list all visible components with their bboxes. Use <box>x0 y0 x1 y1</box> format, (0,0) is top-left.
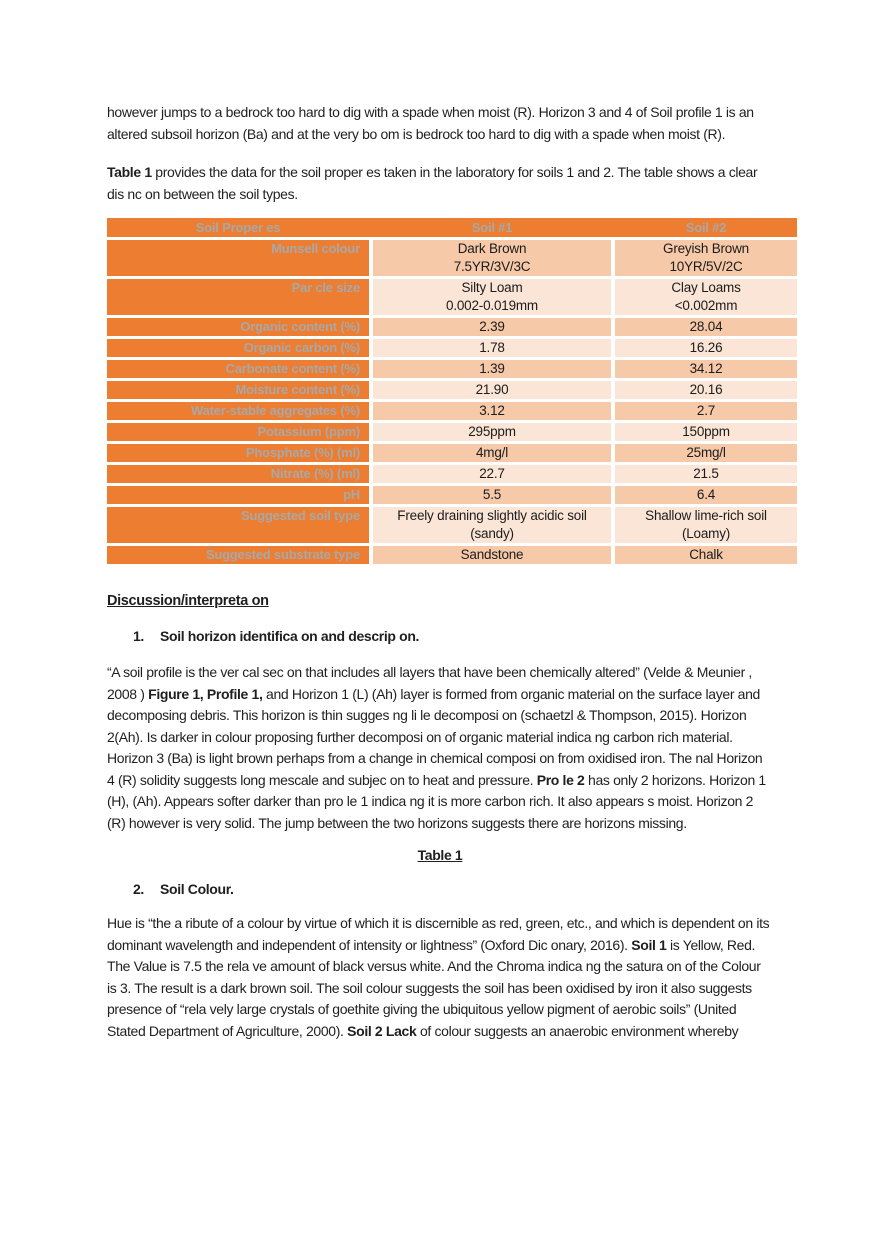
row-label: Water-stable aggregates (%) <box>107 402 369 420</box>
paragraph-bedrock: however jumps to a bedrock too hard to dig with a spade when moist (R). Horizon 3 and 4 of Soil profile 1 is an altered subsoil horizon (Ba) and at the very bo om is bedrock too hard to dig with a spade when moist (R). <box>107 104 754 142</box>
cell-soil-2: 28.04 <box>615 318 797 336</box>
cell-soil-2: 2.7 <box>615 402 797 420</box>
list-item-2 <box>107 878 773 900</box>
list-item-2-number: 2. <box>133 881 144 897</box>
table-body <box>107 240 797 564</box>
table-row <box>107 546 797 564</box>
cell-soil-2: 34.12 <box>615 360 797 378</box>
row-label: Suggested soil type <box>107 507 369 543</box>
cell-soil-1: 4mg/l <box>373 444 611 462</box>
list-item-2-text: Soil Colour. <box>160 881 234 897</box>
cell-soil-2: Clay Loams <0.002mm <box>615 279 797 315</box>
list-item-1-text: Soil horizon identifica on and descrip on. <box>160 628 420 644</box>
cell-soil-1: 295ppm <box>373 423 611 441</box>
table-row <box>107 486 797 504</box>
row-label: Organic content (%) <box>107 318 369 336</box>
cell-soil-1: 1.78 <box>373 339 611 357</box>
cell-soil-1: 21.90 <box>373 381 611 399</box>
cell-soil-1: Freely draining slightly acidic soil (sandy) <box>373 507 611 543</box>
table-row <box>107 279 797 315</box>
cell-soil-1: 5.5 <box>373 486 611 504</box>
cell-soil-2: Chalk <box>615 546 797 564</box>
table-row <box>107 507 797 543</box>
cell-soil-2: 150ppm <box>615 423 797 441</box>
cell-soil-2: 21.5 <box>615 465 797 483</box>
table-row <box>107 381 797 399</box>
cell-soil-2: 20.16 <box>615 381 797 399</box>
cell-soil-2: Greyish Brown 10YR/5V/2C <box>615 240 797 276</box>
row-label: Par cle size <box>107 279 369 315</box>
table-row <box>107 240 797 276</box>
header-soil-2: Soil #2 <box>685 220 727 235</box>
table-caption <box>107 844 773 866</box>
row-label: Organic carbon (%) <box>107 339 369 357</box>
soil-properties-table <box>107 218 797 564</box>
header-soil-1: Soil #1 <box>471 220 513 235</box>
cell-soil-2: 6.4 <box>615 486 797 504</box>
cell-soil-1: Silty Loam 0.002-0.019mm <box>373 279 611 315</box>
table-row <box>107 444 797 462</box>
row-label: Moisture content (%) <box>107 381 369 399</box>
discussion-heading-text: Discussion/interpreta on <box>107 593 269 609</box>
cell-soil-1: Dark Brown 7.5YR/3V/3C <box>373 240 611 276</box>
table-caption-text: Table 1 <box>417 847 463 863</box>
cell-soil-2: Shallow lime-rich soil (Loamy) <box>615 507 797 543</box>
table-row <box>107 402 797 420</box>
table-row <box>107 423 797 441</box>
row-label: Suggested substrate type <box>107 546 369 564</box>
table-row <box>107 318 797 336</box>
table-row <box>107 339 797 357</box>
list-item-1-number: 1. <box>133 628 144 644</box>
paragraph-horizons: “A soil profile is the ver cal sec on that includes all layers that have been chemically altered” (Velde & Meunier , 2008 ) Figure 1, Profile 1, and Horizon 1 (L) (Ah) layer is formed from organic material on the surface layer and decomposing debris. This horizon is thin sugges ng li le decomposi on (schaetzl & Thompson, 2015). Horizon 2(Ah). Is darker in colour proposing further decomposi on of organic material indica ng carbon rich material. Horizon 3 (Ba) is light brown perhaps from a change in chemical composi on from oxidised iron. The nal Horizon 4 (R) solidity suggests long mescale and subjec on to heat and pressure. Pro le 2 has only 2 horizons. Horizon 1 (H), (Ah). Appears softer darker than pro le 1 indica ng it is more carbon rich. It also appears s moist. Horizon 2 (R) however is very solid. The jump between the two horizons suggests there are horizons missing. <box>107 664 766 831</box>
cell-soil-2: 25mg/l <box>615 444 797 462</box>
cell-soil-1: 1.39 <box>373 360 611 378</box>
row-label: Nitrate (%) (ml) <box>107 465 369 483</box>
row-label: Munsell colour <box>107 240 369 276</box>
table-row <box>107 360 797 378</box>
cell-soil-1: 22.7 <box>373 465 611 483</box>
cell-soil-1: 3.12 <box>373 402 611 420</box>
row-label: pH <box>107 486 369 504</box>
paragraph-table-intro: Table 1 provides the data for the soil proper es taken in the laboratory for soils 1 and 2. The table shows a clear dis nc on between the soil types. <box>107 164 758 202</box>
table-header-row <box>107 218 797 237</box>
cell-soil-2: 16.26 <box>615 339 797 357</box>
cell-soil-1: 2.39 <box>373 318 611 336</box>
paragraph-colour: Hue is “the a ribute of a colour by virtue of which it is discernible as red, green, etc., and which is dependent on its dominant wavelength and independent of intensity or lightness” (Oxford Dic onary, 2016). Soil 1 is Yellow, Red. The Value is 7.5 the rela ve amount of black versus white. And the Chroma indica ng the satura on of the Colour is 3. The result is a dark brown soil. The soil colour suggests the soil has been oxidised by iron it also suggests presence of “rela vely large crystals of goethite giving the ubiquitous yellow pigment of aerobic soils” (United Stated Department of Agriculture, 2000). Soil 2 Lack of colour suggests an anaerobic environment whereby <box>107 915 770 1039</box>
row-label: Carbonate content (%) <box>107 360 369 378</box>
row-label: Phosphate (%) (ml) <box>107 444 369 462</box>
row-label: Potassium (ppm) <box>107 423 369 441</box>
cell-soil-1: Sandstone <box>373 546 611 564</box>
discussion-heading <box>107 590 773 612</box>
header-soil-properties: Soil Proper es <box>195 220 281 235</box>
list-item-1 <box>107 625 773 647</box>
table-row <box>107 465 797 483</box>
